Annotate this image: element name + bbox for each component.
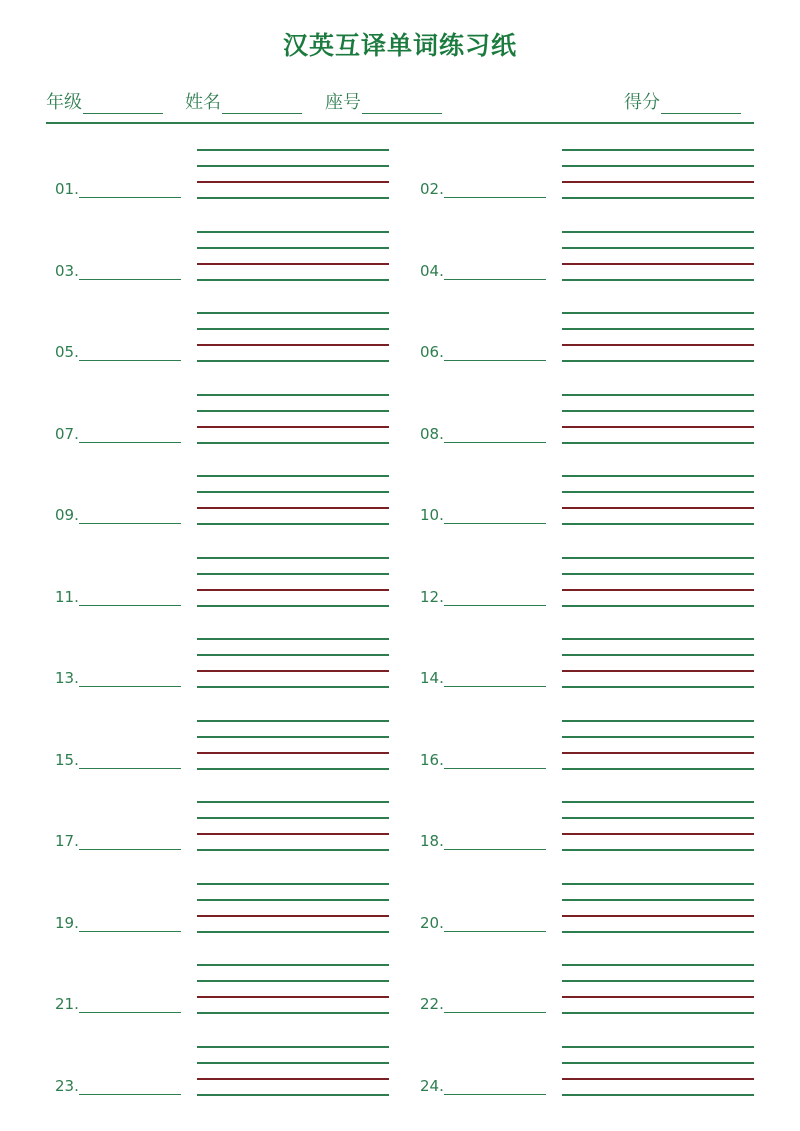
score-field[interactable]: [624, 88, 741, 114]
writing-guide-line: [562, 491, 754, 493]
writing-baseline-red: [562, 833, 754, 835]
entry-word-blank[interactable]: [444, 263, 546, 280]
writing-guide-line: [197, 149, 389, 151]
writing-baseline-red: [562, 344, 754, 346]
writing-guide-line: [197, 817, 389, 819]
entry-word-blank[interactable]: [444, 426, 546, 443]
writing-guide-line: [197, 360, 389, 362]
writing-guide-line: [562, 720, 754, 722]
entry-number[interactable]: [420, 343, 546, 361]
writing-guide-line: [562, 964, 754, 966]
entry-number[interactable]: [420, 751, 546, 769]
entry-word-blank[interactable]: [444, 752, 546, 769]
header-rule: [46, 122, 754, 124]
writing-baseline-red: [197, 589, 389, 591]
writing-guide-line: [562, 442, 754, 444]
writing-guide-line: [562, 686, 754, 688]
writing-baseline-red: [562, 752, 754, 754]
writing-guide-line: [197, 312, 389, 314]
writing-guide-line: [562, 197, 754, 199]
entry-number-label: 10.: [420, 506, 444, 524]
writing-guide-line: [197, 899, 389, 901]
seat-blank[interactable]: [362, 93, 442, 114]
writing-guide-line: [197, 491, 389, 493]
writing-guide-line: [197, 883, 389, 885]
writing-baseline-red: [562, 589, 754, 591]
writing-guide-line: [197, 1062, 389, 1064]
entry-word-blank[interactable]: [444, 344, 546, 361]
writing-guide-line: [562, 475, 754, 477]
writing-baseline-red: [197, 833, 389, 835]
name-field[interactable]: [185, 88, 302, 114]
entry-number-label: 03.: [55, 261, 79, 280]
name-label: 姓名: [185, 92, 221, 113]
writing-guide-line: [562, 231, 754, 233]
writing-guide-line: [562, 523, 754, 525]
writing-guide-line: [562, 1094, 754, 1096]
writing-baseline-red: [197, 263, 389, 265]
writing-guide-line: [197, 475, 389, 477]
writing-baseline-red: [197, 670, 389, 672]
entry-number[interactable]: [420, 262, 546, 280]
writing-baseline-red: [197, 426, 389, 428]
writing-guide-line: [562, 849, 754, 851]
entry-word-blank[interactable]: [444, 181, 546, 198]
entry-word-blank[interactable]: [79, 507, 181, 524]
writing-guide-line: [562, 394, 754, 396]
entry-number-label: 22.: [420, 995, 444, 1013]
writing-baseline-red: [562, 915, 754, 917]
writing-guide-line: [197, 720, 389, 722]
entry-number[interactable]: [420, 914, 546, 932]
writing-guide-line: [197, 1046, 389, 1048]
entry-number[interactable]: [55, 588, 181, 606]
writing-guide-line: [197, 1012, 389, 1014]
writing-guide-line: [197, 686, 389, 688]
entry-word-blank[interactable]: [444, 670, 546, 687]
writing-guide-line: [197, 736, 389, 738]
writing-guide-line: [562, 312, 754, 314]
writing-baseline-red: [197, 507, 389, 509]
entry-number[interactable]: [55, 751, 181, 769]
page-title: 汉英互译单词练习纸: [282, 31, 517, 60]
writing-guide-line: [562, 328, 754, 330]
writing-guide-line: [197, 654, 389, 656]
writing-baseline-red: [197, 996, 389, 998]
writing-guide-line: [197, 165, 389, 167]
entry-number[interactable]: [420, 506, 546, 524]
entry-number[interactable]: [55, 669, 181, 687]
entry-number[interactable]: [420, 995, 546, 1013]
writing-guide-line: [197, 523, 389, 525]
writing-guide-line: [562, 1062, 754, 1064]
entry-number-label: 24.: [420, 1076, 444, 1095]
writing-guide-line: [562, 573, 754, 575]
writing-baseline-red: [197, 1078, 389, 1080]
writing-baseline-red: [562, 996, 754, 998]
entry-number[interactable]: [55, 180, 181, 198]
writing-guide-line: [562, 931, 754, 933]
seat-label: 座号: [325, 92, 361, 113]
entry-number[interactable]: [55, 262, 181, 280]
entry-number-label: 05.: [55, 343, 79, 361]
writing-guide-line: [197, 964, 389, 966]
grade-label: 年级: [46, 92, 82, 113]
entry-word-blank[interactable]: [79, 1078, 181, 1095]
grade-field[interactable]: [46, 88, 163, 114]
entry-number[interactable]: [420, 1077, 546, 1095]
writing-guide-line: [562, 605, 754, 607]
entry-number[interactable]: [420, 180, 546, 198]
entry-number[interactable]: [55, 425, 181, 443]
writing-guide-line: [562, 883, 754, 885]
entry-word-blank[interactable]: [444, 833, 546, 850]
writing-guide-line: [197, 605, 389, 607]
writing-baseline-red: [197, 181, 389, 183]
entry-number[interactable]: [420, 832, 546, 850]
entry-word-blank[interactable]: [79, 752, 181, 769]
entry-word-blank[interactable]: [444, 1078, 546, 1095]
entry-word-blank[interactable]: [444, 915, 546, 932]
entry-number[interactable]: [420, 425, 546, 443]
entry-number-label: 20.: [420, 913, 444, 932]
entry-number[interactable]: [55, 914, 181, 932]
writing-guide-line: [197, 801, 389, 803]
writing-guide-line: [562, 149, 754, 151]
entry-word-blank[interactable]: [79, 589, 181, 606]
entry-word-blank[interactable]: [79, 670, 181, 687]
entry-number-label: 21.: [55, 995, 79, 1013]
entry-number-label: 17.: [55, 832, 79, 850]
score-label: 得分: [624, 92, 660, 113]
entry-number-label: 19.: [55, 913, 79, 932]
entry-number[interactable]: [55, 832, 181, 850]
writing-guide-line: [197, 557, 389, 559]
entry-number[interactable]: [420, 669, 546, 687]
entry-word-blank[interactable]: [444, 589, 546, 606]
writing-baseline-red: [562, 507, 754, 509]
entry-number-label: 14.: [420, 669, 444, 687]
writing-guide-line: [197, 328, 389, 330]
entry-number-label: 15.: [55, 750, 79, 769]
entry-number-label: 08.: [420, 424, 444, 443]
writing-guide-line: [197, 768, 389, 770]
entry-word-blank[interactable]: [79, 833, 181, 850]
entry-number-label: 13.: [55, 669, 79, 687]
writing-guide-line: [197, 247, 389, 249]
seat-field[interactable]: [325, 88, 442, 114]
writing-guide-line: [562, 817, 754, 819]
entry-number-label: 16.: [420, 750, 444, 769]
entry-word-blank[interactable]: [444, 507, 546, 524]
writing-baseline-red: [562, 670, 754, 672]
name-blank[interactable]: [222, 93, 302, 114]
entry-number-label: 06.: [420, 343, 444, 361]
writing-baseline-red: [197, 752, 389, 754]
writing-guide-line: [562, 801, 754, 803]
writing-guide-line: [197, 931, 389, 933]
writing-guide-line: [562, 247, 754, 249]
writing-guide-line: [197, 394, 389, 396]
entry-number-label: 12.: [420, 587, 444, 606]
writing-guide-line: [197, 980, 389, 982]
entry-word-blank[interactable]: [79, 996, 181, 1013]
entry-number[interactable]: [55, 343, 181, 361]
entry-number[interactable]: [420, 588, 546, 606]
grade-blank[interactable]: [83, 93, 163, 114]
writing-guide-line: [562, 736, 754, 738]
writing-guide-line: [197, 849, 389, 851]
entry-number-label: 11.: [55, 587, 79, 606]
writing-guide-line: [562, 279, 754, 281]
entry-number[interactable]: [55, 995, 181, 1013]
writing-guide-line: [197, 442, 389, 444]
entry-word-blank[interactable]: [79, 344, 181, 361]
writing-guide-line: [562, 1012, 754, 1014]
writing-guide-line: [197, 279, 389, 281]
writing-baseline-red: [197, 915, 389, 917]
entry-number-label: 23.: [55, 1076, 79, 1095]
writing-guide-line: [562, 654, 754, 656]
entry-number-label: 07.: [55, 424, 79, 443]
writing-guide-line: [197, 197, 389, 199]
writing-guide-line: [197, 1094, 389, 1096]
entry-number[interactable]: [55, 506, 181, 524]
writing-guide-line: [562, 410, 754, 412]
writing-guide-line: [562, 638, 754, 640]
writing-guide-line: [562, 899, 754, 901]
writing-guide-line: [562, 980, 754, 982]
writing-guide-line: [197, 573, 389, 575]
writing-guide-line: [197, 410, 389, 412]
writing-guide-line: [562, 165, 754, 167]
writing-baseline-red: [197, 344, 389, 346]
writing-baseline-red: [562, 181, 754, 183]
entry-word-blank[interactable]: [79, 426, 181, 443]
writing-guide-line: [562, 557, 754, 559]
writing-baseline-red: [562, 1078, 754, 1080]
entry-word-blank[interactable]: [79, 915, 181, 932]
entry-number-label: 18.: [420, 832, 444, 850]
entry-word-blank[interactable]: [444, 996, 546, 1013]
entry-word-blank[interactable]: [79, 181, 181, 198]
writing-guide-line: [562, 360, 754, 362]
writing-baseline-red: [562, 263, 754, 265]
writing-guide-line: [562, 768, 754, 770]
writing-guide-line: [562, 1046, 754, 1048]
entry-word-blank[interactable]: [79, 263, 181, 280]
writing-baseline-red: [562, 426, 754, 428]
entry-number-label: 09.: [55, 506, 79, 524]
writing-guide-line: [197, 638, 389, 640]
writing-guide-line: [197, 231, 389, 233]
entry-number-label: 02.: [420, 180, 444, 198]
score-blank[interactable]: [661, 93, 741, 114]
entry-number-label: 04.: [420, 261, 444, 280]
entry-number-label: 01.: [55, 180, 79, 198]
entry-number[interactable]: [55, 1077, 181, 1095]
